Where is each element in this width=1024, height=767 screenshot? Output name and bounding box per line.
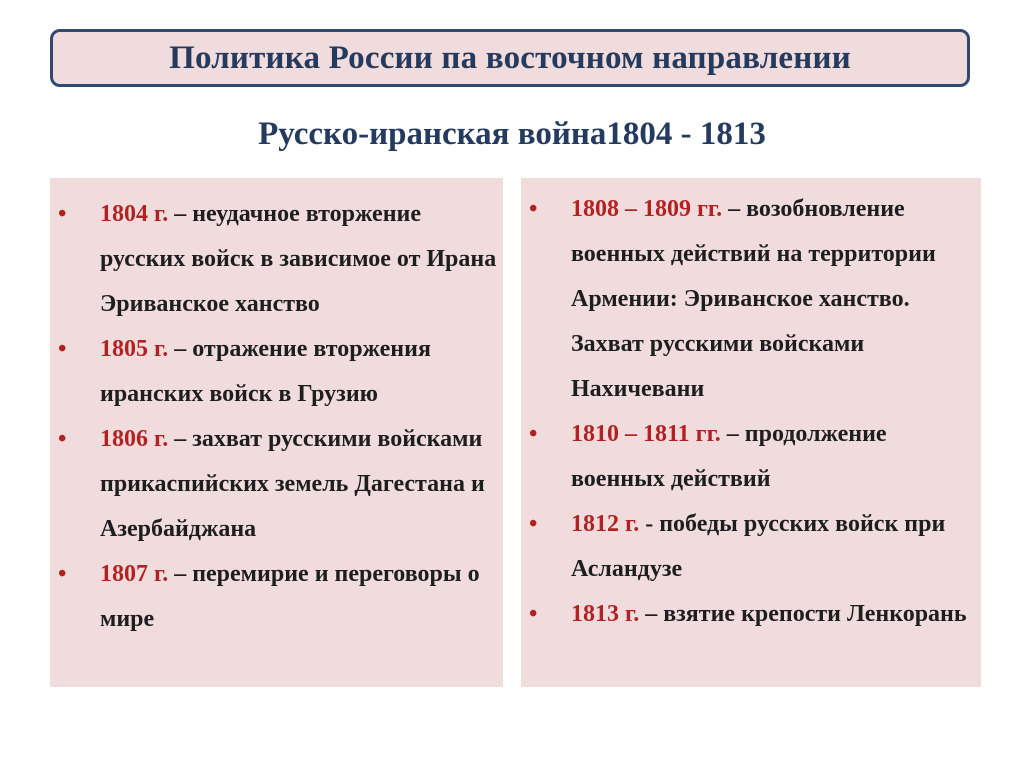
bullet-icon: • bbox=[58, 336, 67, 362]
event-year: 1813 г. bbox=[571, 601, 640, 627]
right-event-list bbox=[529, 187, 979, 637]
event-year: 1812 г. bbox=[571, 511, 640, 537]
bullet-icon: • bbox=[529, 601, 538, 627]
event-year: 1807 г. bbox=[100, 561, 169, 587]
list-item bbox=[529, 592, 979, 637]
list-item bbox=[529, 412, 979, 502]
list-item bbox=[58, 417, 503, 552]
list-item bbox=[58, 192, 503, 327]
event-text: – отражение вторжения иранских войск в Грузию bbox=[100, 336, 431, 407]
slide-subtitle: Русско-иранская война1804 - 1813 bbox=[258, 116, 766, 152]
event-text: – продолжение военных действий bbox=[571, 421, 887, 492]
event-year: 1810 – 1811 гг. bbox=[571, 421, 721, 447]
event-year: 1805 г. bbox=[100, 336, 169, 362]
bullet-icon: • bbox=[529, 421, 538, 447]
event-text: – захват русскими войсками прикаспийских земель Дагестана и Азербайджана bbox=[100, 426, 485, 542]
list-item bbox=[58, 552, 503, 642]
title-box bbox=[50, 29, 970, 87]
event-year: 1806 г. bbox=[100, 426, 169, 452]
list-item bbox=[529, 187, 979, 412]
list-item bbox=[529, 502, 979, 592]
slide-title: Политика России па восточном направлении bbox=[169, 39, 851, 76]
event-text: – возобновление военных действий на территории Армении: Эриванское ханство. Захват русскими войсками Нахичевани bbox=[571, 196, 936, 402]
event-text: – неудачное вторжение русских войск в зависимое от Ирана Эриванское ханство bbox=[100, 201, 497, 317]
event-text: - победы русских войск при Асландузе bbox=[571, 511, 946, 582]
list-item bbox=[58, 327, 503, 417]
bullet-icon: • bbox=[58, 426, 67, 452]
bullet-icon: • bbox=[529, 511, 538, 537]
left-event-list bbox=[58, 192, 503, 642]
event-text: – взятие крепости Ленкорань bbox=[639, 601, 967, 627]
bullet-icon: • bbox=[58, 561, 67, 587]
event-year: 1804 г. bbox=[100, 201, 169, 227]
event-year: 1808 – 1809 гг. bbox=[571, 196, 723, 222]
bullet-icon: • bbox=[529, 196, 538, 222]
event-text: – перемирие и переговоры о мире bbox=[100, 561, 480, 632]
bullet-icon: • bbox=[58, 201, 67, 227]
